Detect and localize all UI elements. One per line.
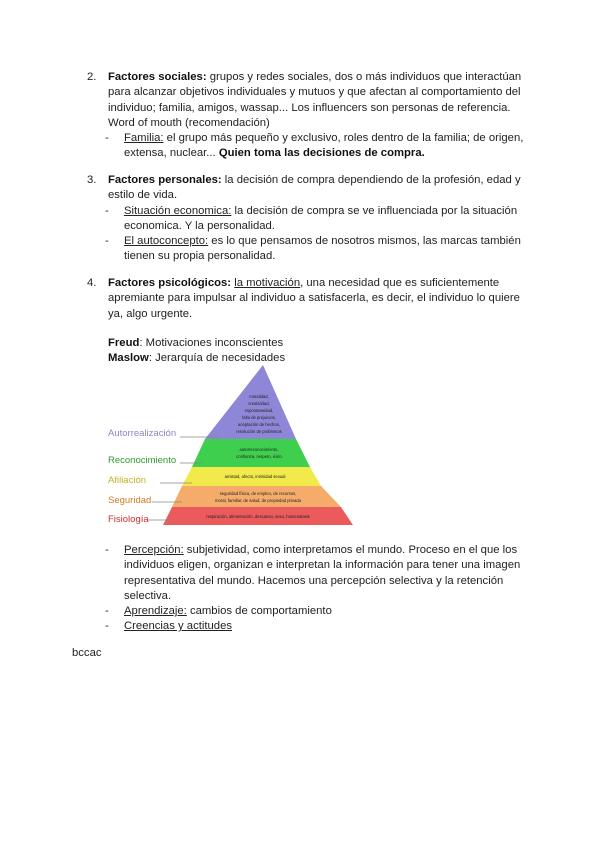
maslow-pyramid bbox=[108, 365, 358, 527]
section-title: Factores sociales: bbox=[108, 71, 207, 83]
footer-text: bccac bbox=[72, 647, 102, 659]
maslow-name: Maslow bbox=[108, 352, 149, 364]
sub-item-familia bbox=[105, 131, 527, 162]
section-title: Factores psicológicos: bbox=[108, 277, 232, 289]
section-text: grupos y redes sociales, dos o más individuos que interactúan para alcanzar objetivos individuales y mutuos y que afectan al comportamiento del individuo; familia, amigos, wassap... Los influencers son personas de referencia. Word of mouth (recomendación) bbox=[108, 71, 522, 129]
dash-bullet: - bbox=[105, 132, 109, 145]
sub-item-text: la decisión de compra se ve influenciada por la situación economica. Y la personalidad. bbox=[124, 204, 518, 232]
sub-item-text: subjetividad, como interpretamos el mundo. Proceso en el que los individuos eligen, organizan e interpretan la información para tener una imagen representativa del mundo. Hacemos una percepción selectiva y la retención selectiva. bbox=[124, 544, 521, 602]
sub-item-term: Familia: bbox=[124, 132, 164, 145]
section-text: la decisión de compra dependiendo de la profesión, edad y estilo de vida. bbox=[108, 174, 521, 202]
sub-item-text: es lo que pensamos de nosotros mismos, las marcas también tienen su propia personalidad. bbox=[124, 235, 521, 263]
pyramid-level-text: espontaneidad, bbox=[244, 408, 274, 413]
pyramid-level-reconocimiento bbox=[192, 439, 310, 467]
freud-line bbox=[108, 336, 528, 351]
pyramid-label: Autorrealización bbox=[108, 428, 177, 439]
list-number: 2. bbox=[87, 71, 97, 83]
pyramid-level-text: autorreconocimiento, bbox=[239, 447, 279, 452]
pyramid-level-text: confianza, respeto, éxito bbox=[236, 454, 282, 459]
pyramid-level-text: aceptación de hechos, bbox=[238, 422, 280, 427]
sub-item-autoconcepto bbox=[105, 234, 527, 265]
freud-name: Freud bbox=[108, 337, 140, 349]
pyramid-level-text: creatividad, bbox=[248, 401, 270, 406]
pyramid-level-text: respiración, alimentación, descanso, sexo, homeostasis bbox=[206, 514, 310, 519]
pyramid-level-text: seguridad física, de empleo, de recursos, bbox=[219, 491, 297, 496]
pyramid-level-text: resolución de problemas bbox=[236, 429, 282, 434]
pyramid-label: Reconocimiento bbox=[108, 455, 177, 466]
pyramid-level-text: falta de prejuicios, bbox=[242, 415, 276, 420]
sub-item-text: cambios de comportamiento bbox=[186, 605, 332, 618]
psych-sub-list bbox=[87, 543, 527, 635]
sub-item-percepcion bbox=[105, 543, 527, 604]
sub-item-situacion bbox=[105, 204, 527, 235]
sub-item-text: el grupo más pequeño y exclusivo, roles dentro de la familia; de origen, extensa, nuclear... bbox=[124, 132, 524, 160]
section-title: Factores personales: bbox=[108, 174, 222, 186]
pyramid-label: Fisiología bbox=[108, 514, 149, 525]
pyramid-svg bbox=[108, 365, 358, 527]
dash-bullet: - bbox=[105, 204, 109, 217]
maslow-text: : Jerarquía de necesidades bbox=[148, 352, 286, 364]
list-number: 4. bbox=[87, 277, 97, 289]
section-personal-factors bbox=[87, 173, 527, 265]
pyramid-level-text: moral, familiar, de salud, de propiedad privada bbox=[215, 498, 301, 503]
pyramid-level-text: moralidad, bbox=[249, 394, 269, 399]
underlined-term: la motivación bbox=[234, 277, 301, 289]
pyramid-level-text: amistad, afecto, intimidad sexual bbox=[224, 474, 286, 479]
pyramid-label: Afiliación bbox=[108, 475, 147, 486]
dash-bullet: - bbox=[105, 605, 109, 618]
dash-bullet: - bbox=[105, 544, 109, 556]
freud-text: : Motivaciones inconscientes bbox=[139, 337, 284, 349]
sub-item-term: Percepción: bbox=[124, 544, 184, 556]
list-number: 3. bbox=[87, 174, 97, 186]
maslow-line bbox=[108, 351, 528, 366]
sub-item-aprendizaje bbox=[105, 604, 527, 619]
pyramid-label: Seguridad bbox=[108, 495, 152, 506]
pyramid-level-seguridad bbox=[172, 486, 341, 507]
sub-item-term: Situación economica: bbox=[124, 204, 232, 217]
sub-item-term: Aprendizaje: bbox=[124, 605, 187, 618]
dash-bullet: - bbox=[105, 235, 109, 248]
section-psych-factors bbox=[87, 276, 527, 322]
sub-item-term: Creencias y actitudes bbox=[124, 620, 232, 633]
sub-item-creencias bbox=[105, 619, 527, 634]
section-text: , una necesidad que es suficientemente apremiante para impulsar al individuo a satisfacerla, es decir, el individuo lo quiere ya, algo urgente. bbox=[108, 277, 520, 320]
sub-item-term: El autoconcepto: bbox=[124, 235, 209, 248]
sub-item-bold-text: Quien toma las decisiones de compra. bbox=[218, 147, 425, 160]
dash-bullet: - bbox=[105, 620, 109, 633]
section-social-factors bbox=[87, 70, 527, 162]
